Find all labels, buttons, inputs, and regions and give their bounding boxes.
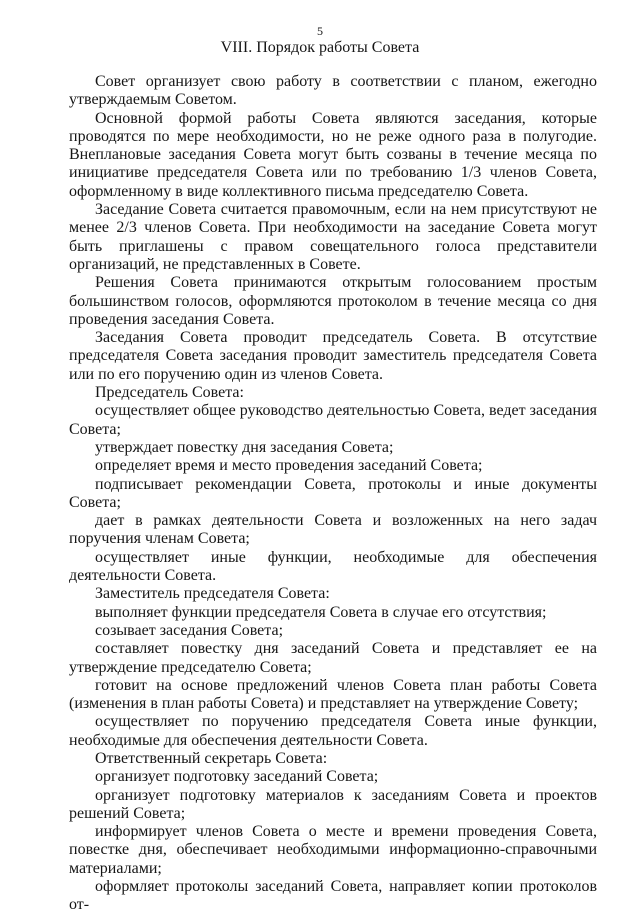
page-number: 5: [317, 24, 323, 38]
paragraph: оформляет протоколы заседаний Совета, направляет копии протоколов от-: [69, 878, 597, 914]
paragraph: организует подготовку материалов к заседаниям Совета и проектов решений Совета;: [69, 786, 597, 822]
paragraph: Основной формой работы Совета являются заседания, которые проводятся по мере необходимости, но не реже одного раза в полугодие. Внеплановые заседания Совета могут быть созваны в течение месяца по инициативе председателя Совета или по требованию 1/3 членов Совета, оформленному в виде коллективного письма председателю Совета.: [69, 109, 597, 200]
paragraph: осуществляет по поручению председателя Совета иные функции, необходимые для обеспечения деятельности Совета.: [69, 713, 597, 749]
paragraph: созывает заседания Совета;: [95, 621, 284, 639]
paragraph: осуществляет общее руководство деятельностью Совета, ведет заседания Совета;: [69, 402, 597, 438]
paragraph: организует подготовку заседаний Совета;: [95, 768, 379, 786]
paragraph: утверждает повестку дня заседания Совета;: [95, 438, 394, 456]
paragraph: выполняет функции председателя Совета в случае его отсутствия;: [95, 603, 547, 621]
section-title: VIII. Порядок работы Совета: [220, 39, 420, 56]
paragraph: составляет повестку дня заседаний Совета и представляет ее на утверждение председателю Совета;: [69, 640, 597, 676]
paragraph: готовит на основе предложений членов Совета план работы Совета (изменения в план работы Совета) и представляет на утверждение Совету;: [69, 676, 597, 713]
paragraph: Председатель Совета:: [95, 384, 244, 402]
paragraph: Совет организует свою работу в соответствии с планом, ежегодно утверждаемым Советом.: [69, 73, 597, 109]
paragraph: дает в рамках деятельности Совета и возложенных на него задач поручения членам Совета;: [69, 512, 597, 548]
paragraph: Решения Совета принимаются открытым голосованием простым большинством голосов, оформляются протоколом в течение месяца со дня проведения заседания Совета.: [69, 274, 597, 328]
paragraph: Заседания Совета проводит председатель Совета. В отсутствие председателя Совета заседания проводит заместитель председателя Совета или по его поручению один из членов Совета.: [69, 329, 597, 383]
paragraph: информирует членов Совета о месте и времени проведения Совета, повестке дня, обеспечивает необходимыми информационно-справочными материалами;: [69, 823, 597, 877]
paragraph: подписывает рекомендации Совета, протоколы и иные документы Совета;: [69, 475, 597, 511]
paragraph: Заседание Совета считается правомочным, если на нем присутствуют не менее 2/3 членов Совета. При необходимости на заседание Совета могут быть приглашены с правом совещательного голоса представители организаций, не представленных в Совете.: [69, 201, 597, 273]
paragraph: определяет время и место проведения заседаний Совета;: [95, 457, 483, 475]
paragraph: осуществляет иные функции, необходимые для обеспечения деятельности Совета.: [69, 548, 597, 585]
paragraph: Ответственный секретарь Совета:: [95, 749, 328, 767]
document-body: [69, 73, 597, 915]
paragraph: Заместитель председателя Совета:: [95, 585, 330, 603]
